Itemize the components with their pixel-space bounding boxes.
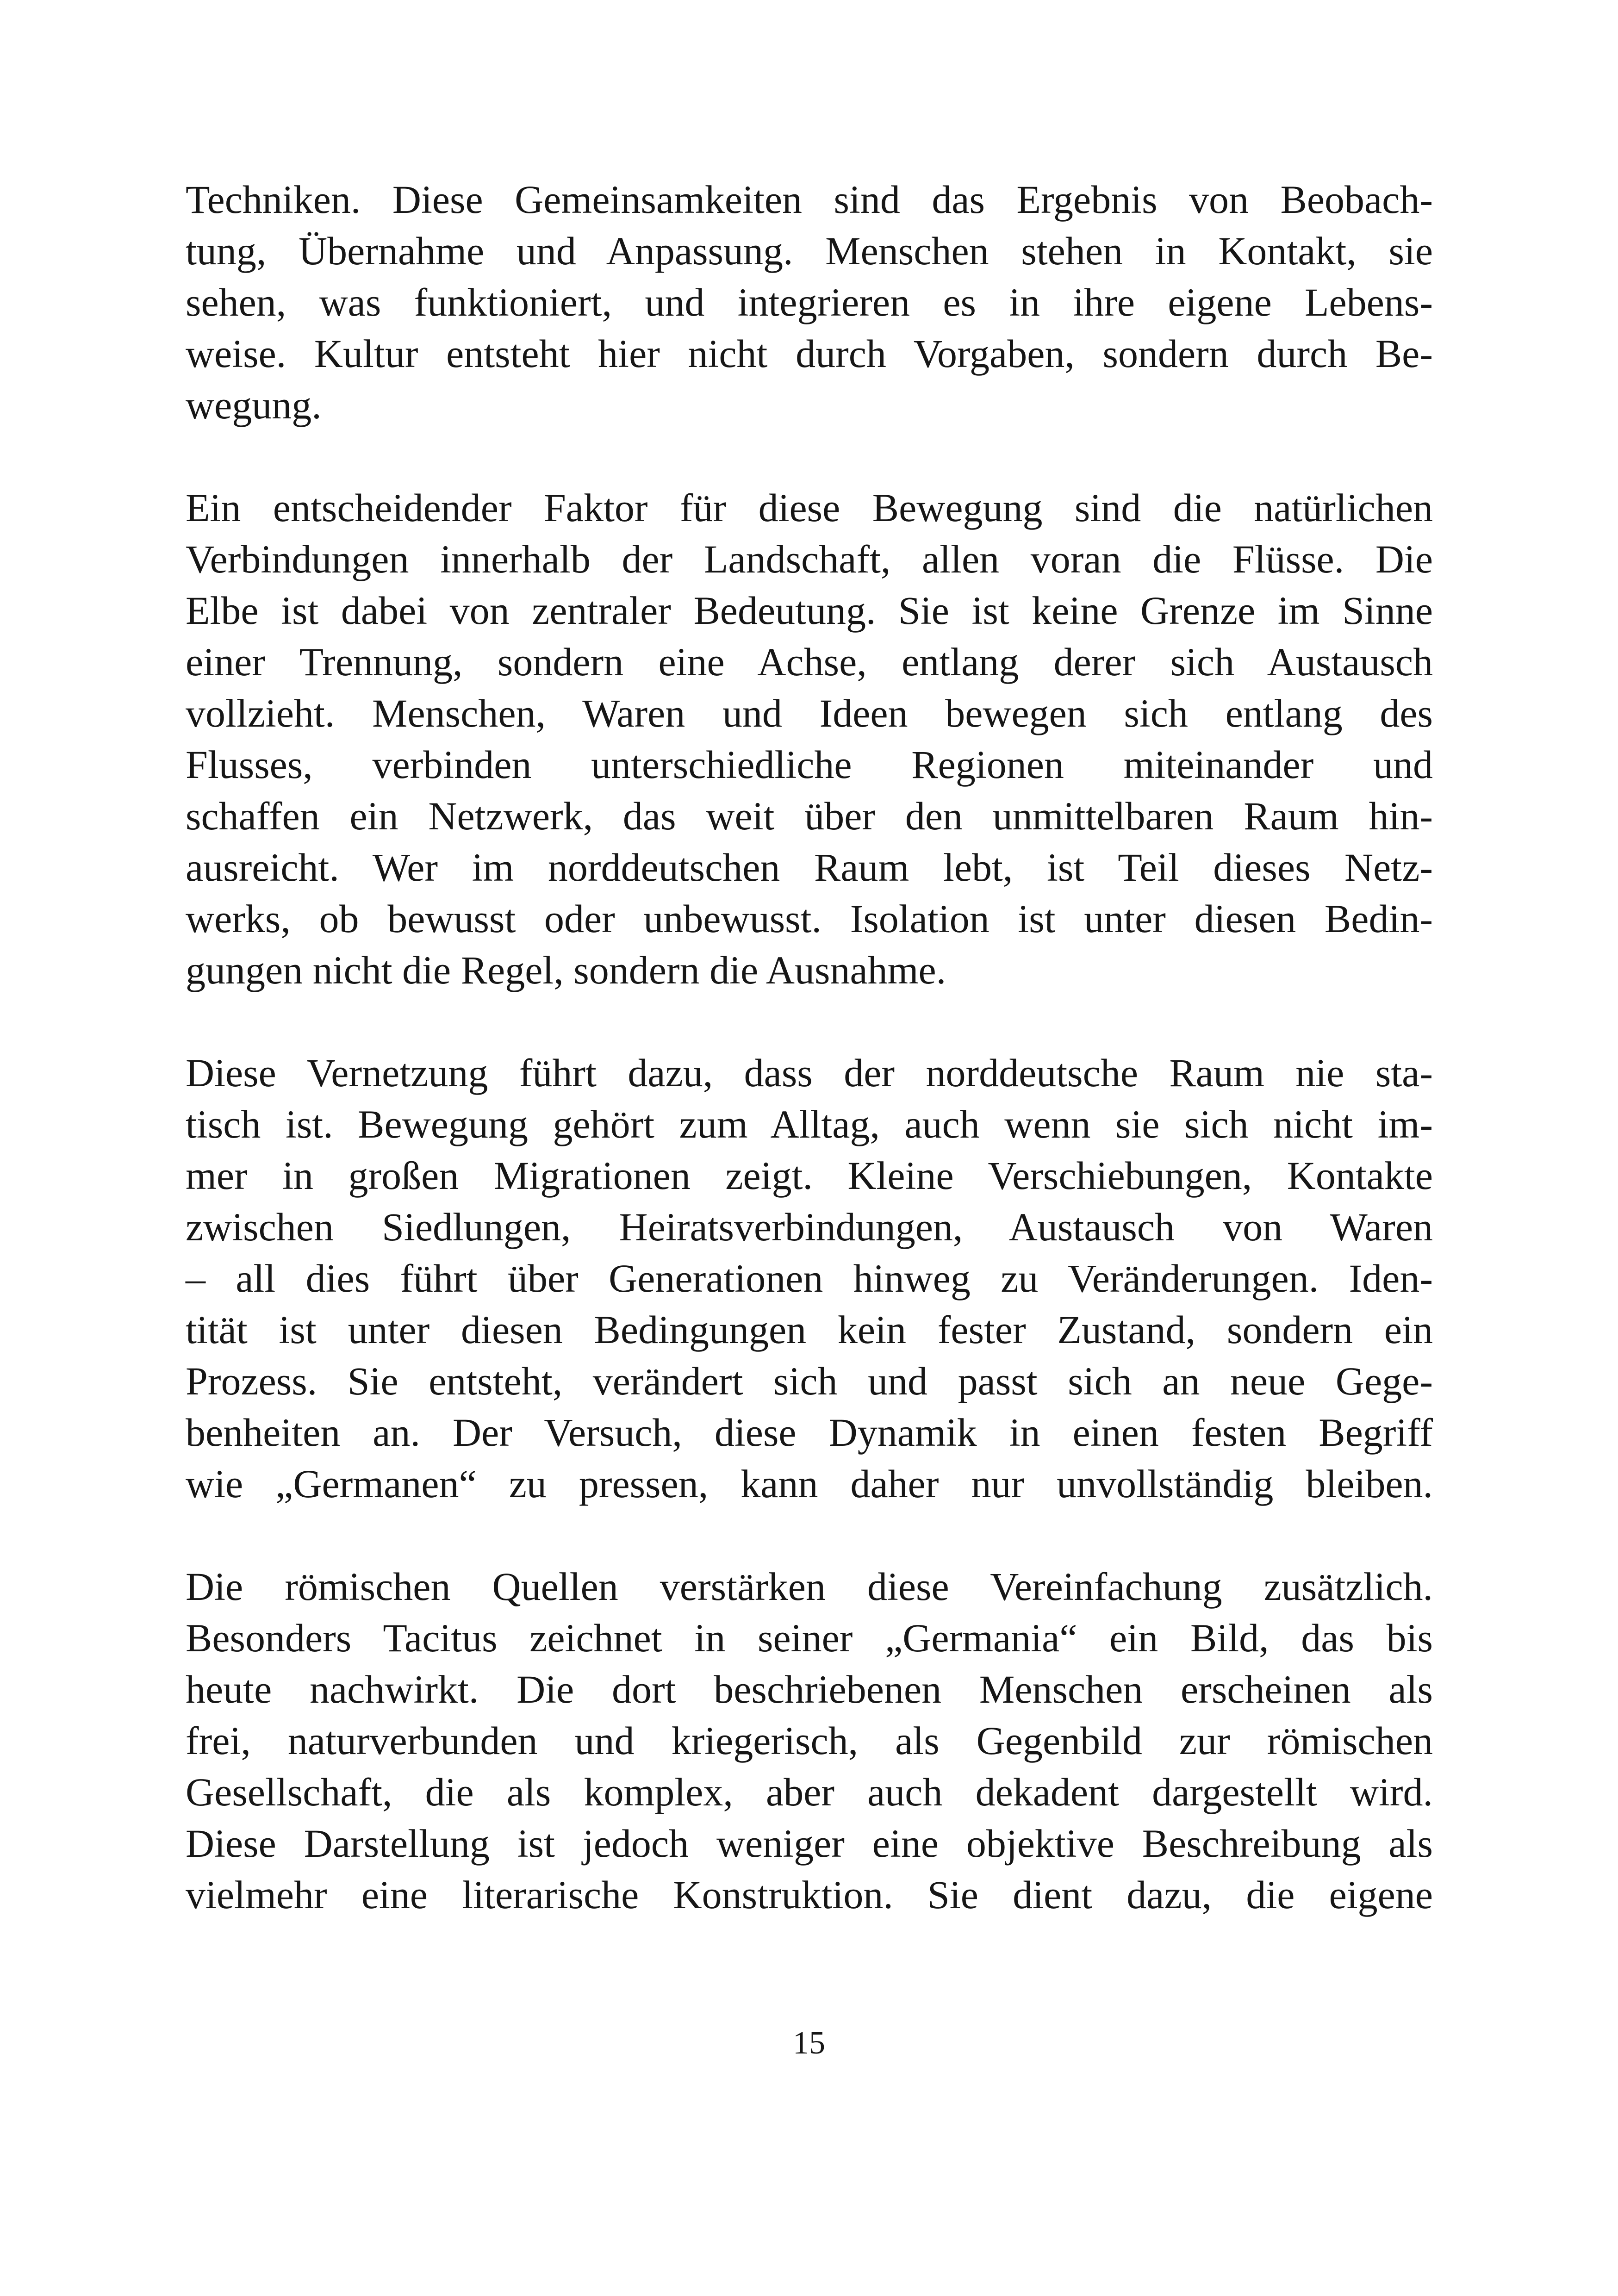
text-line: tisch ist. Bewegung gehört zum Alltag, auch wenn sie sich nicht im- [186, 1102, 1433, 1146]
text-line: – all dies führt über Generationen hinweg zu Veränderungen. Iden- [186, 1256, 1433, 1300]
text-line: wegung. [186, 383, 322, 427]
page-number: 15 [793, 2025, 825, 2061]
text-line: Diese Darstellung ist jedoch weniger eine objektive Beschreibung als [186, 1821, 1433, 1866]
paragraph-1 [186, 174, 1433, 431]
paragraph-3 [186, 1047, 1433, 1510]
text-line: werks, ob bewusst oder unbewusst. Isolation ist unter diesen Bedin- [186, 896, 1433, 941]
text-line: ausreicht. Wer im norddeutschen Raum lebt, ist Teil dieses Netz- [186, 845, 1433, 890]
text-line: Verbindungen innerhalb der Landschaft, allen voran die Flüsse. Die [186, 537, 1433, 581]
text-line: mer in großen Migrationen zeigt. Kleine Verschiebungen, Kontakte [186, 1153, 1433, 1198]
text-line: tität ist unter diesen Bedingungen kein fester Zustand, sondern ein [186, 1307, 1433, 1352]
paragraph-gap [186, 1510, 1433, 1561]
text-line: Elbe ist dabei von zentraler Bedeutung. Sie ist keine Grenze im Sinne [186, 588, 1433, 633]
text-line: frei, naturverbunden und kriegerisch, als Gegenbild zur römischen [186, 1718, 1433, 1763]
text-line: vollzieht. Menschen, Waren und Ideen bewegen sich entlang des [186, 691, 1433, 735]
text-line: einer Trennung, sondern eine Achse, entlang derer sich Austausch [186, 640, 1433, 684]
text-line: Diese Vernetzung führt dazu, dass der norddeutsche Raum nie sta- [186, 1051, 1433, 1095]
text-line: Flusses, verbinden unterschiedliche Regionen miteinander und [186, 742, 1433, 787]
text-line: Die römischen Quellen verstärken diese Vereinfachung zusätzlich. [186, 1564, 1433, 1609]
text-line: sehen, was funktioniert, und integrieren es in ihre eigene Lebens- [186, 280, 1433, 324]
text-line: gungen nicht die Regel, sondern die Ausnahme. [186, 948, 946, 992]
paragraph-4 [186, 1561, 1433, 1921]
body-text [186, 174, 1433, 1921]
text-line: weise. Kultur entsteht hier nicht durch Vorgaben, sondern durch Be- [186, 331, 1433, 376]
text-line: Prozess. Sie entsteht, verändert sich und passt sich an neue Gege- [186, 1359, 1433, 1403]
paragraph-gap [186, 431, 1433, 482]
text-line: wie „Germanen“ zu pressen, kann daher nur unvollständig bleiben. [186, 1462, 1433, 1506]
text-line: Techniken. Diese Gemeinsamkeiten sind das Ergebnis von Beobach- [186, 177, 1433, 222]
text-line: vielmehr eine literarische Konstruktion. Sie dient dazu, die eigene [186, 1873, 1433, 1917]
text-line: Besonders Tacitus zeichnet in seiner „Germania“ ein Bild, das bis [186, 1616, 1433, 1660]
text-line: zwischen Siedlungen, Heiratsverbindungen, Austausch von Waren [186, 1205, 1433, 1249]
text-line: Gesellschaft, die als komplex, aber auch dekadent dargestellt wird. [186, 1770, 1433, 1814]
paragraph-gap [186, 996, 1433, 1047]
text-line: heute nachwirkt. Die dort beschriebenen Menschen erscheinen als [186, 1667, 1433, 1711]
text-line: schaffen ein Netzwerk, das weit über den unmittelbaren Raum hin- [186, 794, 1433, 838]
paragraph-2 [186, 482, 1433, 996]
text-line: Ein entscheidender Faktor für diese Bewegung sind die natürlichen [186, 485, 1433, 530]
text-line: tung, Übernahme und Anpassung. Menschen stehen in Kontakt, sie [186, 229, 1433, 273]
text-line: benheiten an. Der Versuch, diese Dynamik in einen festen Begriff [186, 1410, 1433, 1455]
